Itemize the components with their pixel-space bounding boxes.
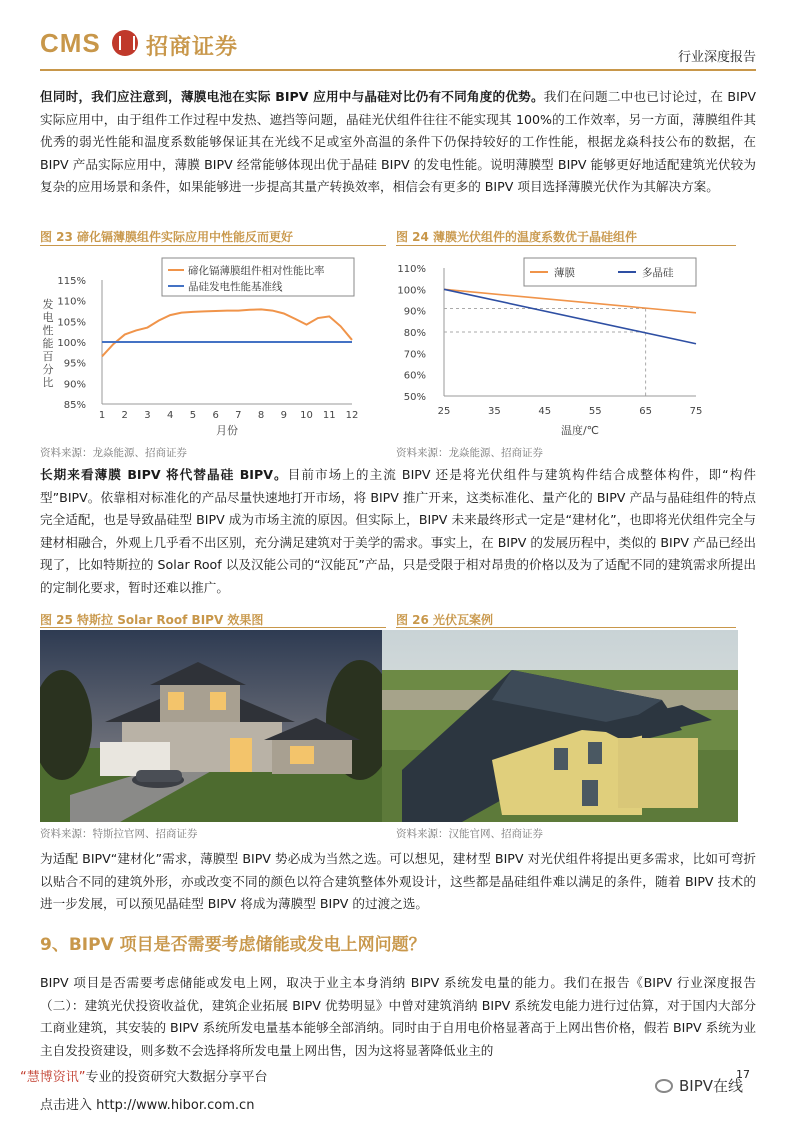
figure-25-title: 图 25 特斯拉 Solar Roof BIPV 效果图 xyxy=(40,613,264,627)
x-axis-label: 温度/℃ xyxy=(560,424,600,437)
y-tick-label: 105% xyxy=(57,317,86,329)
figure-26-rule xyxy=(396,627,736,628)
figure-23-title: 图 23 碲化镉薄膜组件实际应用中性能反而更好 xyxy=(40,230,294,244)
footer-link-prefix: 点击进入 xyxy=(40,1098,93,1113)
x-tick-label: 1 xyxy=(98,410,106,421)
y-tick-label: 70% xyxy=(403,349,426,361)
company-logo-text: CMS xyxy=(40,28,101,58)
y-axis-label-char: 发 xyxy=(42,298,54,311)
legend-label-0: 碲化镉薄膜组件相对性能比率 xyxy=(188,265,325,277)
figure-26-source: 资料来源：汉能官网、招商证券 xyxy=(396,828,543,840)
y-axis-label-char: 能 xyxy=(42,337,54,350)
x-tick-label: 8 xyxy=(257,410,265,421)
figure-23-rule xyxy=(40,245,386,246)
footer-promo-brand: “慧博资讯” xyxy=(20,1070,86,1085)
x-tick-label: 6 xyxy=(212,410,219,421)
paragraph-body: BIPV 项目是否需要考虑储能或发电上网，取决于业主本身消纳 BIPV 系统发电量的能力。我们在报告《BIPV 行业深度报告（二）：建筑光伏投资收益优，建筑企业拓展 BIPV 优势明显》中曾对建筑消纳 BIPV 系统发电能力进行过估算，对于国内大部分工商业建筑，其安装的 BIPV 系统所发电量基本能够全部消纳。同时由于自用电价格显著高于上网出售价格，假若 BIPV 系统为业主自发投资建设，则多数不会选择将所发电量上网出售，因为这将显著降低业主的 xyxy=(40,975,756,1058)
page-number: 17 xyxy=(736,1068,750,1081)
paragraph-body: 我们在问题二中也已讨论过，在 BIPV 实际应用中，由于组件工作过程中发热、遮挡等问题，晶硅光伏组件往往不能实现其 100%的工作效率，另一方面，薄膜组件其优秀的弱光性能和温度系数能够保证其在光线不足或室外高温的条件下仍保持较好的工作性能，根据龙焱科技公布的数据，在 BIPV 产品实际应用中，薄膜 BIPV 经常能够体现出优于晶硅 BIPV 的发电性能。说明薄膜型 BIPV 能够更好地适配建筑光伏较为复杂的应用场景和条件，如果能够进一步提高其量产转换效率，相信会有更多的 BIPV 项目选择薄膜光伏作为其解决方案。 xyxy=(40,89,756,194)
footer-link[interactable] xyxy=(40,1094,254,1113)
pv-tile-roof-image xyxy=(382,630,738,822)
y-tick-label: 110% xyxy=(57,296,86,308)
section-9-heading: 9、BIPV 项目是否需要考虑储能或发电上网问题？ xyxy=(40,935,426,955)
wechat-icon xyxy=(655,1079,673,1093)
x-axis-label: 月份 xyxy=(216,424,238,437)
tile-roof-illustration xyxy=(382,630,738,822)
x-tick-label: 35 xyxy=(488,406,501,417)
figure-24-chart xyxy=(396,250,736,442)
y-axis-label-char: 百 xyxy=(42,350,54,363)
y-tick-label: 95% xyxy=(63,358,86,370)
paragraph-long-term xyxy=(40,464,756,599)
x-tick-label: 9 xyxy=(280,410,288,421)
legend-label-0: 薄膜 xyxy=(554,267,575,279)
paragraph-body: 为适配 BIPV“建材化”需求，薄膜型 BIPV 势必成为当然之选。可以想见，建材型 BIPV 对光伏组件将提出更多需求，比如可弯折以贴合不同的建筑外形，亦或改变不同的颜色以符合建筑整体外观设计，这些都是晶硅组件难以满足的条件，随着 BIPV 技术的进一步发展，可以预见晶硅型 BIPV 将成为薄膜型 BIPV 的过渡之选。 xyxy=(40,851,756,911)
y-axis-label-char: 性 xyxy=(42,324,54,337)
x-tick-label: 45 xyxy=(538,406,552,417)
x-tick-label: 65 xyxy=(639,406,652,417)
paragraph-lead-bold: 但同时，我们应注意到，薄膜电池在实际 BIPV 应用中与晶硅对比仍有不同角度的优势。 xyxy=(40,89,544,104)
y-axis-label-char: 分 xyxy=(42,363,54,376)
y-tick-label: 80% xyxy=(403,328,426,339)
page-header xyxy=(40,24,756,68)
x-tick-label: 5 xyxy=(189,410,197,421)
y-tick-label: 90% xyxy=(63,379,86,391)
x-tick-label: 7 xyxy=(235,410,242,421)
company-logo-icon xyxy=(112,30,138,56)
paragraph-thin-film-advantage xyxy=(40,86,756,199)
figure-24-title: 图 24 薄膜光伏组件的温度系数优于晶硅组件 xyxy=(396,230,638,244)
header-divider xyxy=(40,69,756,71)
y-axis-label-char: 比 xyxy=(42,376,54,389)
y-axis-label-char: 电 xyxy=(42,311,54,324)
y-tick-label: 60% xyxy=(403,370,426,382)
figure-26-title: 图 26 光伏瓦案例 xyxy=(396,613,494,627)
x-tick-label: 55 xyxy=(588,406,602,417)
figure-25-rule xyxy=(40,627,386,628)
wechat-account xyxy=(655,1075,743,1096)
footer-promo xyxy=(20,1066,268,1085)
figure-24-rule xyxy=(396,245,736,246)
y-tick-label: 110% xyxy=(397,264,426,275)
paragraph-building-material xyxy=(40,848,756,916)
paragraph-body: 目前市场上的主流 BIPV 还是将光伏组件与建筑构件结合成整体构件，即“构件型”BIPV。依靠相对标准化的产品尽量快速地打开市场，将 BIPV 推广开来，这类标准化、量产化的 BIPV 产品与晶硅组件的特点完全适配，也是导致晶硅型 BIPV 成为市场主流的原因。但实际上，BIPV 未来最终形式一定是“建材化”，也即将光伏组件完全与建材相融合，外观上几乎看不出区别，充分满足建筑对于美学的需求。事实上，在 BIPV 的发展历程中，类似的 BIPV 产品已经出现了，比如特斯拉的 Solar Roof 以及汉能公司的“汉能瓦”产品，只是受限于相对昂贵的价格以及为了适配不同的建筑需求所提出的定制化要求，暂时还难以推广。 xyxy=(40,467,756,595)
house-illustration xyxy=(40,630,384,822)
y-tick-label: 50% xyxy=(403,392,426,403)
x-tick-label: 4 xyxy=(166,410,174,421)
paragraph-storage-grid xyxy=(40,972,756,1062)
chart-23-svg xyxy=(40,250,386,442)
y-tick-label: 100% xyxy=(397,285,426,297)
x-tick-label: 10 xyxy=(300,410,313,421)
figure-24-source: 资料来源：龙焱能源、招商证券 xyxy=(396,447,543,459)
legend-label-1: 晶硅发电性能基准线 xyxy=(188,281,283,293)
y-tick-label: 115% xyxy=(57,276,86,287)
y-tick-label: 100% xyxy=(57,338,86,349)
wechat-account-name: BIPV在线 xyxy=(679,1077,744,1095)
y-tick-label: 90% xyxy=(403,306,426,318)
company-name: 招商证券 xyxy=(146,35,239,60)
y-tick-label: 85% xyxy=(63,400,86,411)
x-tick-label: 11 xyxy=(322,410,336,421)
x-tick-label: 25 xyxy=(437,406,451,417)
report-type: 行业深度报告 xyxy=(677,50,756,65)
footer-promo-text: 专业的投资研究大数据分享平台 xyxy=(85,1070,268,1085)
tesla-solar-roof-house-image xyxy=(40,630,384,822)
x-tick-label: 3 xyxy=(144,410,151,421)
figure-25-source: 资料来源：特斯拉官网、招商证券 xyxy=(40,828,198,840)
legend-label-1: 多晶硅 xyxy=(642,267,674,279)
x-tick-label: 2 xyxy=(121,410,128,421)
x-tick-label: 75 xyxy=(689,406,703,417)
footer-link-url[interactable]: http://www.hibor.com.cn xyxy=(96,1098,255,1113)
chart-24-svg xyxy=(396,250,736,442)
figure-23-chart xyxy=(40,250,386,442)
figure-23-source: 资料来源：龙焱能源、招商证券 xyxy=(40,447,187,459)
paragraph-lead-bold: 长期来看薄膜 BIPV 将代替晶硅 BIPV。 xyxy=(40,467,288,482)
x-tick-label: 12 xyxy=(345,410,359,421)
